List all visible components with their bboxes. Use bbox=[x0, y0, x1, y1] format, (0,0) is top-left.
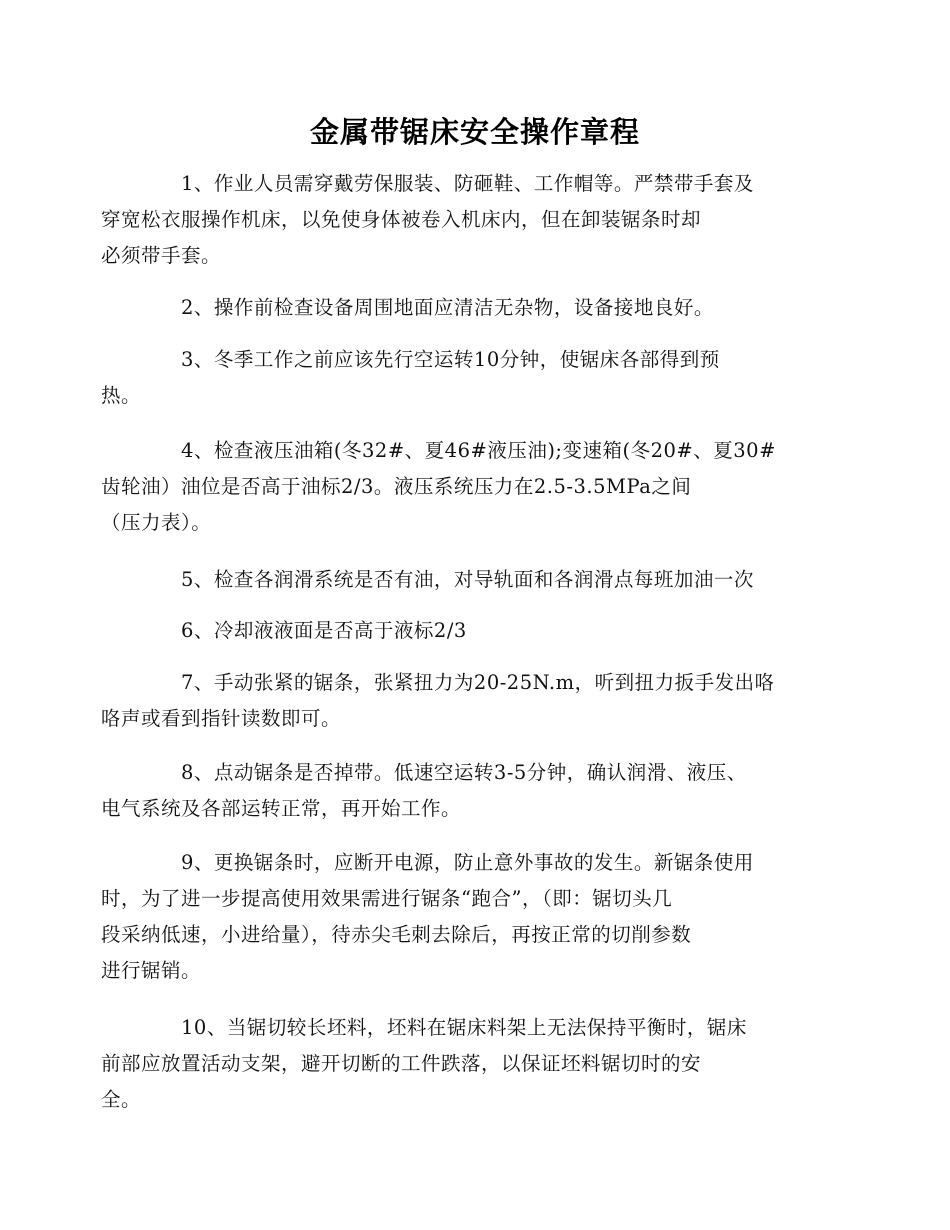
paragraph-10 bbox=[101, 1010, 813, 1118]
paragraph-line: 10、当锯切较长坯料，坯料在锯床料架上无法保持平衡时，锯床 bbox=[181, 1016, 747, 1039]
paragraph-line: 前部应放置活动支架，避开切断的工件跌落，以保证坯料锯切时的安 bbox=[101, 1052, 702, 1075]
paragraph-line: 8、点动锯条是否掉带。低速空运转3-5分钟，确认润滑、液压、 bbox=[181, 761, 747, 784]
paragraph-7 bbox=[101, 665, 813, 737]
paragraph-line: 电气系统及各部运转正常，再开始工作。 bbox=[101, 797, 462, 820]
paragraph-line: 全。 bbox=[101, 1088, 142, 1111]
paragraph-line: 6、冷却液液面是否高于液标2/3 bbox=[181, 619, 467, 642]
paragraph-8 bbox=[101, 755, 813, 827]
paragraph-line: 5、检查各润滑系统是否有油，对导轨面和各润滑点每班加油一次 bbox=[181, 568, 754, 591]
paragraph-line: 2、操作前检查设备周围地面应清洁无杂物，设备接地良好。 bbox=[181, 296, 714, 319]
paragraph-5 bbox=[141, 562, 813, 598]
paragraph-2 bbox=[141, 290, 813, 326]
paragraph-3 bbox=[101, 342, 813, 414]
paragraph-line: 3、冬季工作之前应该先行空运转10分钟，使锯床各部得到预 bbox=[181, 348, 720, 371]
paragraph-line: 热。 bbox=[101, 384, 142, 407]
paragraph-line: 9、更换锯条时，应断开电源，防止意外事故的发生。新锯条使用 bbox=[181, 851, 754, 874]
paragraph-9 bbox=[101, 845, 813, 989]
paragraph-line: 时，为了进一步提高使用效果需进行锯条“跑合”，（即：锯切头几 bbox=[101, 887, 673, 910]
paragraph-line: 咯声或看到指针读数即可。 bbox=[101, 707, 342, 730]
paragraph-1 bbox=[101, 166, 813, 274]
paragraph-line: 4、检查液压油箱(冬32#、夏46#液压油);变速箱(冬20#、夏30# bbox=[181, 439, 776, 462]
paragraph-line: 穿宽松衣服操作机床，以免使身体被卷入机床内，但在卸装锯条时却 bbox=[101, 208, 702, 231]
paragraph-line: 齿轮油）油位是否高于油标2/3。液压系统压力在2.5-3.5MPa之间 bbox=[101, 475, 692, 498]
paragraph-4 bbox=[101, 433, 813, 541]
paragraph-line: （压力表）。 bbox=[101, 511, 212, 534]
paragraph-line: 1、作业人员需穿戴劳保服装、防砸鞋、工作帽等。严禁带手套及 bbox=[181, 172, 754, 195]
paragraph-6 bbox=[141, 613, 813, 649]
document-title: 金属带锯床安全操作章程 bbox=[309, 115, 640, 149]
paragraph-line: 进行锯销。 bbox=[101, 959, 202, 982]
paragraph-line: 必须带手套。 bbox=[101, 244, 222, 267]
paragraph-line: 7、手动张紧的锯条，张紧扭力为20-25N.m，听到扭力扳手发出咯 bbox=[181, 671, 775, 694]
paragraph-line: 段采纳低速，小进给量），待赤尖毛刺去除后，再按正常的切削参数 bbox=[101, 923, 692, 946]
